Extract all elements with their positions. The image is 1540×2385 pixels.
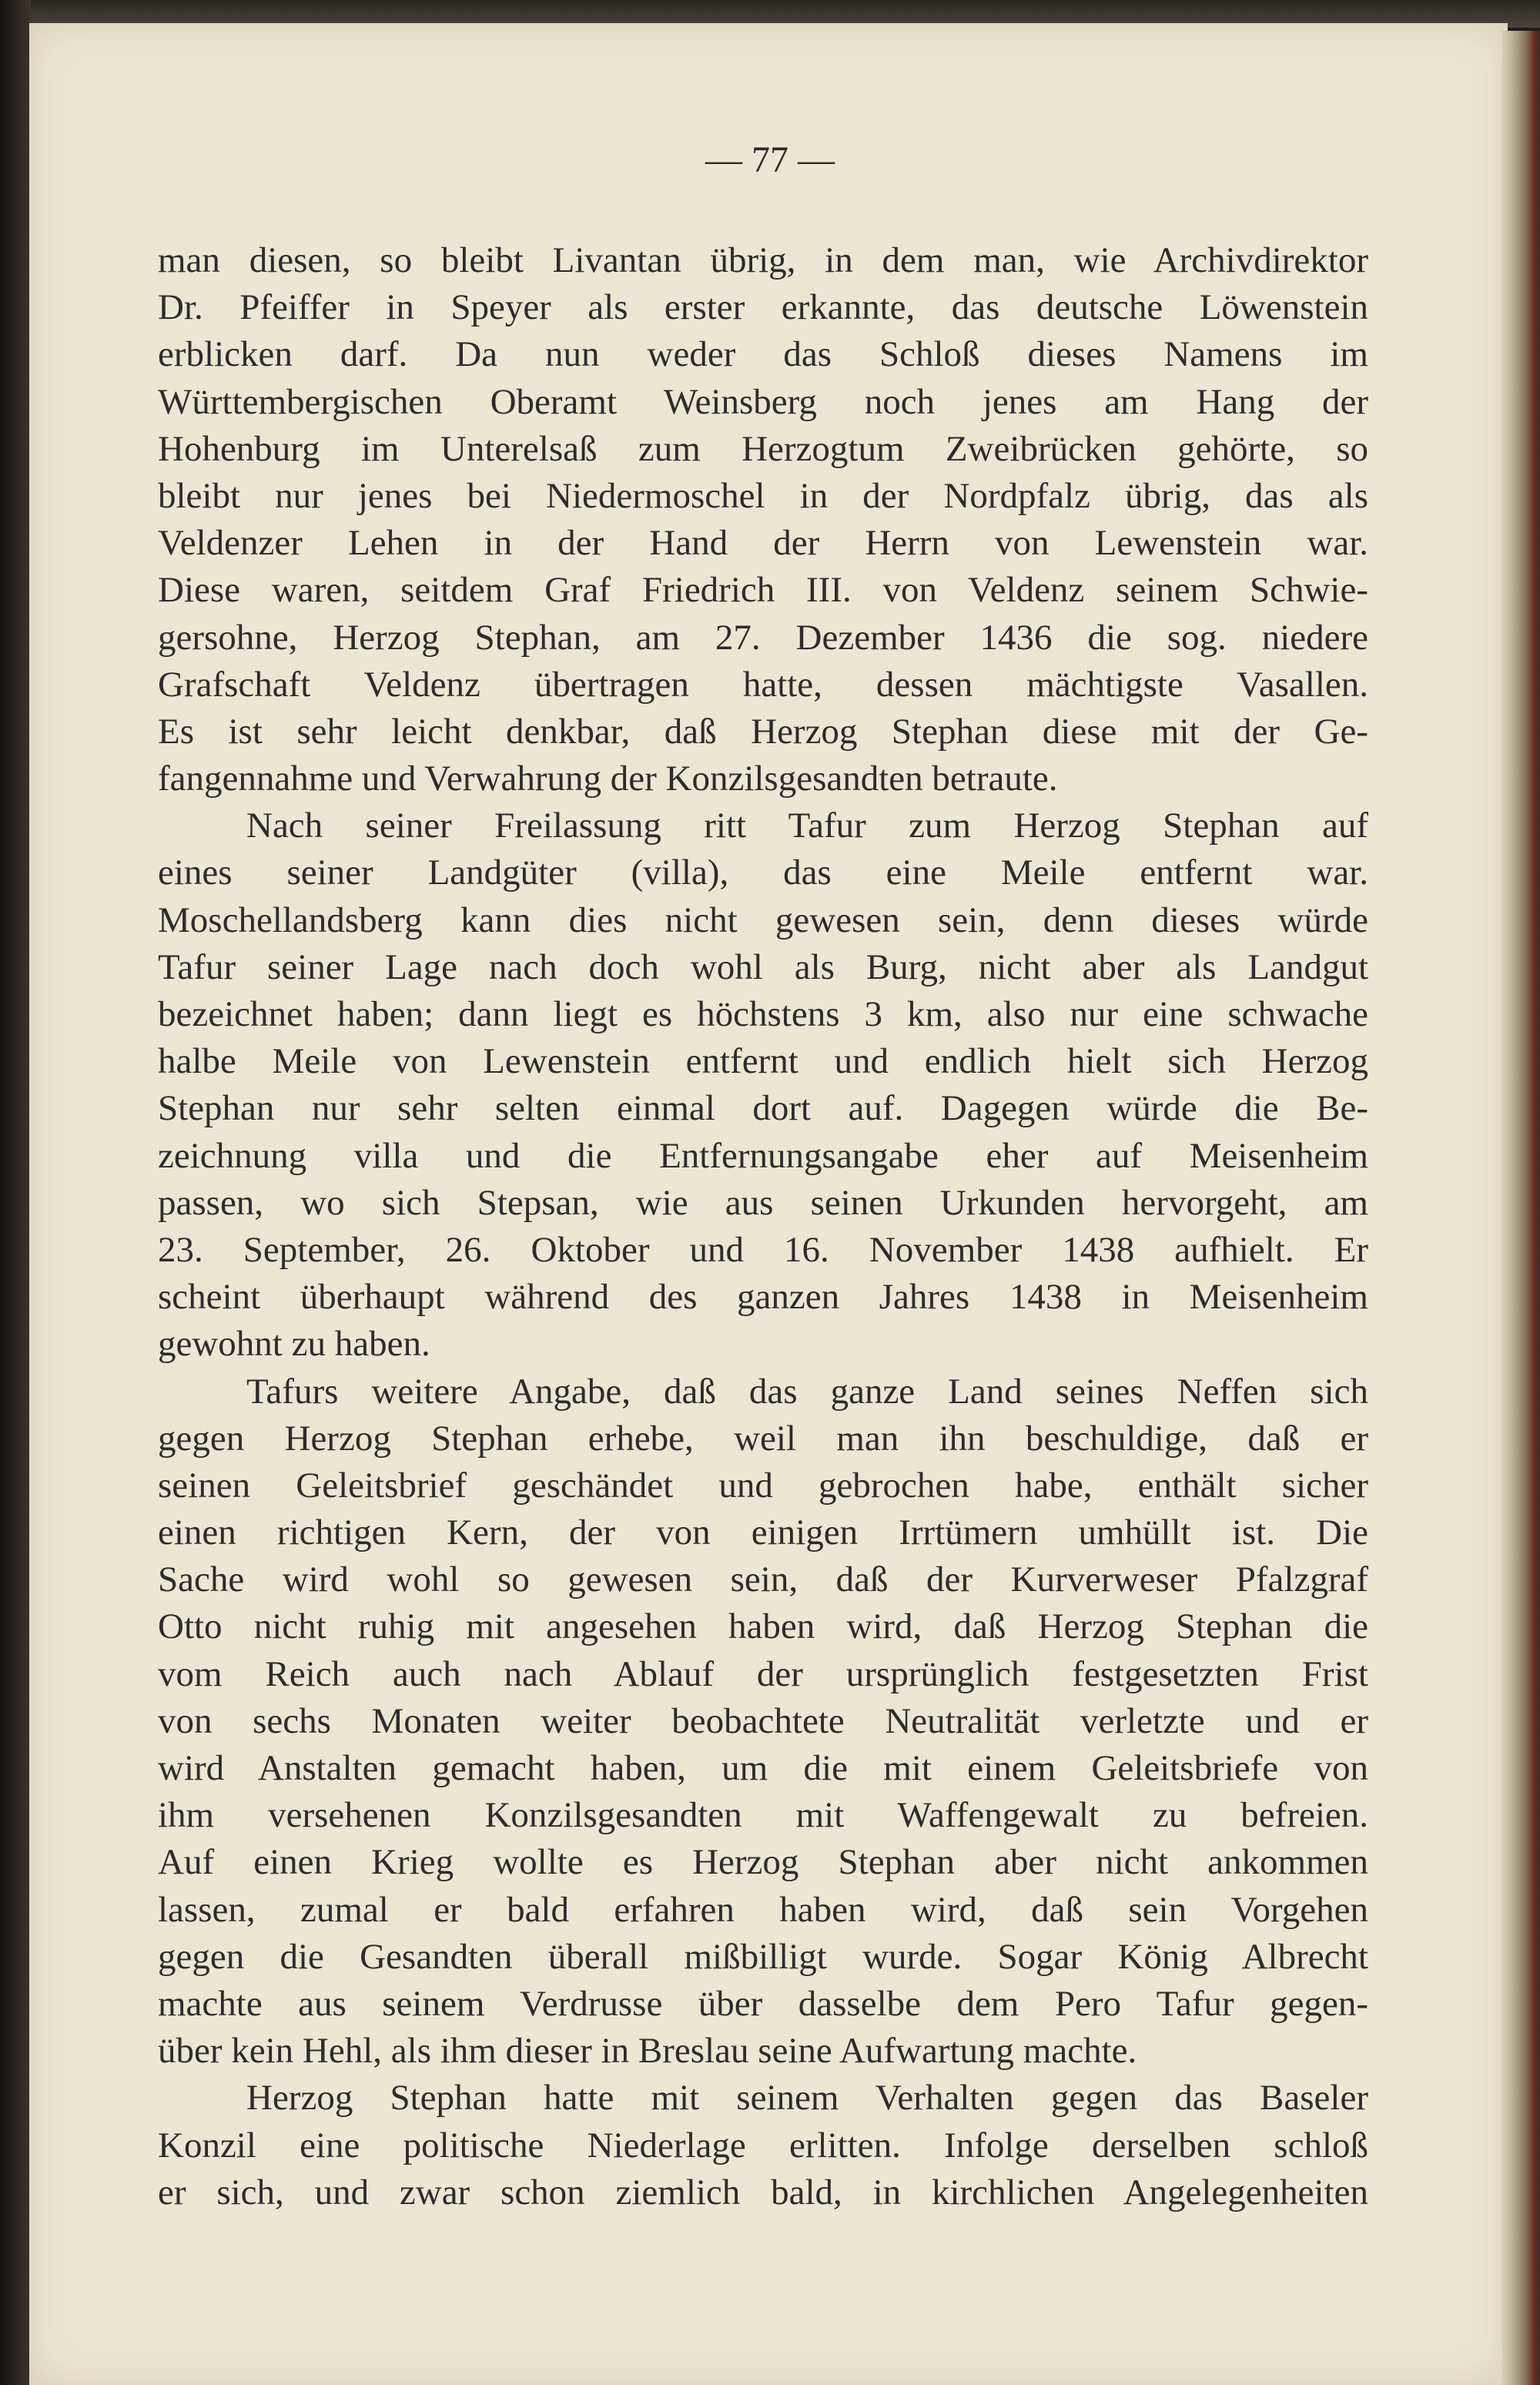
text-line: gegen die Gesandten überall mißbilligt wurde. Sogar König Albrecht bbox=[158, 1936, 1368, 1977]
text-line: gewohnt zu haben. bbox=[158, 1324, 430, 1365]
text-line: Württembergischen Oberamt Weinsberg noch jenes am Hang der bbox=[158, 381, 1368, 422]
body-text bbox=[158, 237, 1368, 2216]
text-line: Es ist sehr leicht denkbar, daß Herzog Stephan diese mit der Ge- bbox=[158, 711, 1368, 752]
text-line: gersohne, Herzog Stephan, am 27. Dezember 1436 die sog. niedere bbox=[158, 617, 1368, 658]
text-line: lassen, zumal er bald erfahren haben wird, daß sein Vorgehen bbox=[158, 1889, 1368, 1930]
scan-border-left bbox=[0, 0, 31, 2385]
paragraph bbox=[158, 237, 1368, 802]
text-line: Tafurs weitere Angabe, daß das ganze Land seines Neffen sich bbox=[246, 1371, 1368, 1412]
text-line: ihm versehenen Konzilsgesandten mit Waffengewalt zu befreien. bbox=[158, 1795, 1368, 1836]
text-line: über kein Hehl, als ihm dieser in Breslau seine Aufwartung machte. bbox=[158, 2031, 1137, 2072]
text-line: vom Reich auch nach Ablauf der ursprünglich festgesetzten Frist bbox=[158, 1653, 1368, 1694]
text-line: Hohenburg im Unterelsaß zum Herzogtum Zweibrücken gehörte, so bbox=[158, 428, 1368, 469]
text-line: erblicken darf. Da nun weder das Schloß dieses Namens im bbox=[158, 334, 1368, 375]
text-line: Auf einen Krieg wollte es Herzog Stephan aber nicht ankommen bbox=[158, 1842, 1368, 1883]
text-line: Tafur seiner Lage nach doch wohl als Burg, nicht aber als Landgut bbox=[158, 946, 1368, 987]
text-line: man diesen, so bleibt Livantan übrig, in dem man, wie Archivdirektor bbox=[158, 240, 1368, 280]
page-number: — 77 — bbox=[705, 139, 835, 180]
text-line: einen richtigen Kern, der von einigen Irrtümern umhüllt ist. Die bbox=[158, 1512, 1368, 1553]
text-line: Veldenzer Lehen in der Hand der Herrn von Lewenstein war. bbox=[158, 523, 1368, 564]
text-line: 23. September, 26. Oktober und 16. November 1438 aufhielt. Er bbox=[158, 1229, 1368, 1270]
text-line: eines seiner Landgüter (villa), das eine Meile entfernt war. bbox=[158, 853, 1368, 893]
paragraph bbox=[158, 802, 1368, 1368]
text-line: Grafschaft Veldenz übertragen hatte, dessen mächtigste Vasallen. bbox=[158, 664, 1368, 705]
text-line: er sich, und zwar schon ziemlich bald, in kirchlichen Angelegenheiten bbox=[158, 2172, 1368, 2212]
text-line: bezeichnet haben; dann liegt es höchstens 3 km, also nur eine schwache bbox=[158, 994, 1368, 1034]
text-line: bleibt nur jenes bei Niedermoschel in der Nordpfalz übrig, das als bbox=[158, 475, 1368, 516]
text-line: Stephan nur sehr selten einmal dort auf. Dagegen würde die Be- bbox=[158, 1088, 1368, 1129]
paragraph bbox=[158, 1368, 1368, 2075]
text-line: gegen Herzog Stephan erhebe, weil man ihn beschuldige, daß er bbox=[158, 1418, 1368, 1459]
text-line: zeichnung villa und die Entfernungsangabe eher auf Meisenheim bbox=[158, 1135, 1368, 1176]
page-edge-right bbox=[1502, 31, 1540, 2385]
text-line: passen, wo sich Stepsan, wie aus seinen Urkunden hervorgeht, am bbox=[158, 1182, 1368, 1223]
text-line: Dr. Pfeiffer in Speyer als erster erkannte, das deutsche Löwenstein bbox=[158, 287, 1368, 328]
text-line: Diese waren, seitdem Graf Friedrich III. von Veldenz seinem Schwie- bbox=[158, 570, 1368, 611]
text-line: scheint überhaupt während des ganzen Jahres 1438 in Meisenheim bbox=[158, 1277, 1368, 1318]
text-line: Konzil eine politische Niederlage erlitten. Infolge derselben schloß bbox=[158, 2125, 1368, 2166]
text-line: Nach seiner Freilassung ritt Tafur zum Herzog Stephan auf bbox=[246, 806, 1368, 846]
text-line: Sache wird wohl so gewesen sein, daß der Kurverweser Pfalzgraf bbox=[158, 1559, 1368, 1600]
text-line: fangennahme und Verwahrung der Konzilsgesandten betraute. bbox=[158, 759, 1058, 799]
paragraph bbox=[158, 2075, 1368, 2216]
text-line: von sechs Monaten weiter beobachtete Neutralität verletzte und er bbox=[158, 1700, 1368, 1741]
text-line: seinen Geleitsbrief geschändet und gebrochen habe, enthält sicher bbox=[158, 1465, 1368, 1506]
text-line: Herzog Stephan hatte mit seinem Verhalten gegen das Baseler bbox=[246, 2078, 1368, 2119]
text-line: Moschellandsberg kann dies nicht gewesen sein, denn dieses würde bbox=[158, 899, 1368, 940]
text-line: wird Anstalten gemacht haben, um die mit einem Geleitsbriefe von bbox=[158, 1748, 1368, 1788]
text-line: machte aus seinem Verdrusse über dasselbe dem Pero Tafur gegen- bbox=[158, 1983, 1368, 2024]
text-line: Otto nicht ruhig mit angesehen haben wird, daß Herzog Stephan die bbox=[158, 1606, 1368, 1647]
text-line: halbe Meile von Lewenstein entfernt und endlich hielt sich Herzog bbox=[158, 1041, 1368, 1082]
